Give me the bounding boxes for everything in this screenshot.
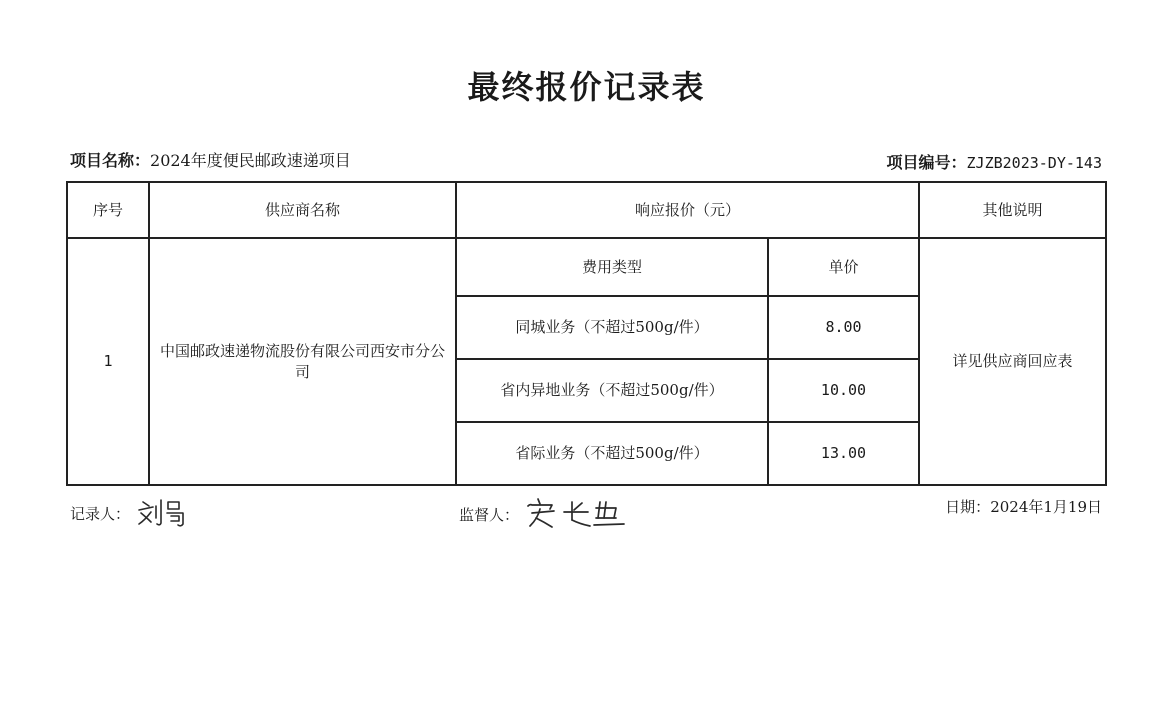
project-name-value: 2024年度便民邮政速递项目 xyxy=(150,151,351,170)
project-name-label: 项目名称： xyxy=(70,151,151,170)
cell-notes: 详见供应商回应表 xyxy=(919,238,1106,485)
table-row xyxy=(67,238,1106,296)
cell-unit-price: 13.00 xyxy=(768,422,919,485)
cell-seq: 1 xyxy=(67,238,149,485)
subheader-unit-price: 单价 xyxy=(768,238,919,296)
cell-fee-type: 省际业务（不超过500g/件） xyxy=(456,422,768,485)
header-supplier: 供应商名称 xyxy=(149,182,456,238)
project-number xyxy=(887,150,1102,173)
cell-fee-type: 省内异地业务（不超过500g/件） xyxy=(456,359,768,422)
recorder-signature xyxy=(135,496,191,534)
supervisor xyxy=(459,496,628,536)
cell-unit-price: 8.00 xyxy=(768,296,919,359)
cell-unit-price: 10.00 xyxy=(768,359,919,422)
subheader-fee-type: 费用类型 xyxy=(456,238,768,296)
header-price: 响应报价（元） xyxy=(456,182,919,238)
supervisor-label: 监督人： xyxy=(459,506,520,524)
quotation-table xyxy=(66,181,1107,486)
supervisor-signature xyxy=(524,496,628,536)
cell-fee-type: 同城业务（不超过500g/件） xyxy=(456,296,768,359)
date-label: 日期： xyxy=(945,498,991,516)
header-seq: 序号 xyxy=(67,182,149,238)
cell-supplier: 中国邮政速递物流股份有限公司西安市分公司 xyxy=(149,238,456,485)
project-name xyxy=(70,148,351,171)
recorder-label: 记录人： xyxy=(70,505,131,523)
recorder xyxy=(70,496,191,534)
document-title: 最终报价记录表 xyxy=(467,68,706,106)
table-header-row xyxy=(67,182,1106,238)
project-number-label: 项目编号： xyxy=(886,153,967,172)
project-number-value: ZJZB2023-DY-143 xyxy=(966,154,1102,172)
header-notes: 其他说明 xyxy=(919,182,1106,238)
date xyxy=(945,496,1102,517)
date-value: 2024年1月19日 xyxy=(990,498,1102,516)
